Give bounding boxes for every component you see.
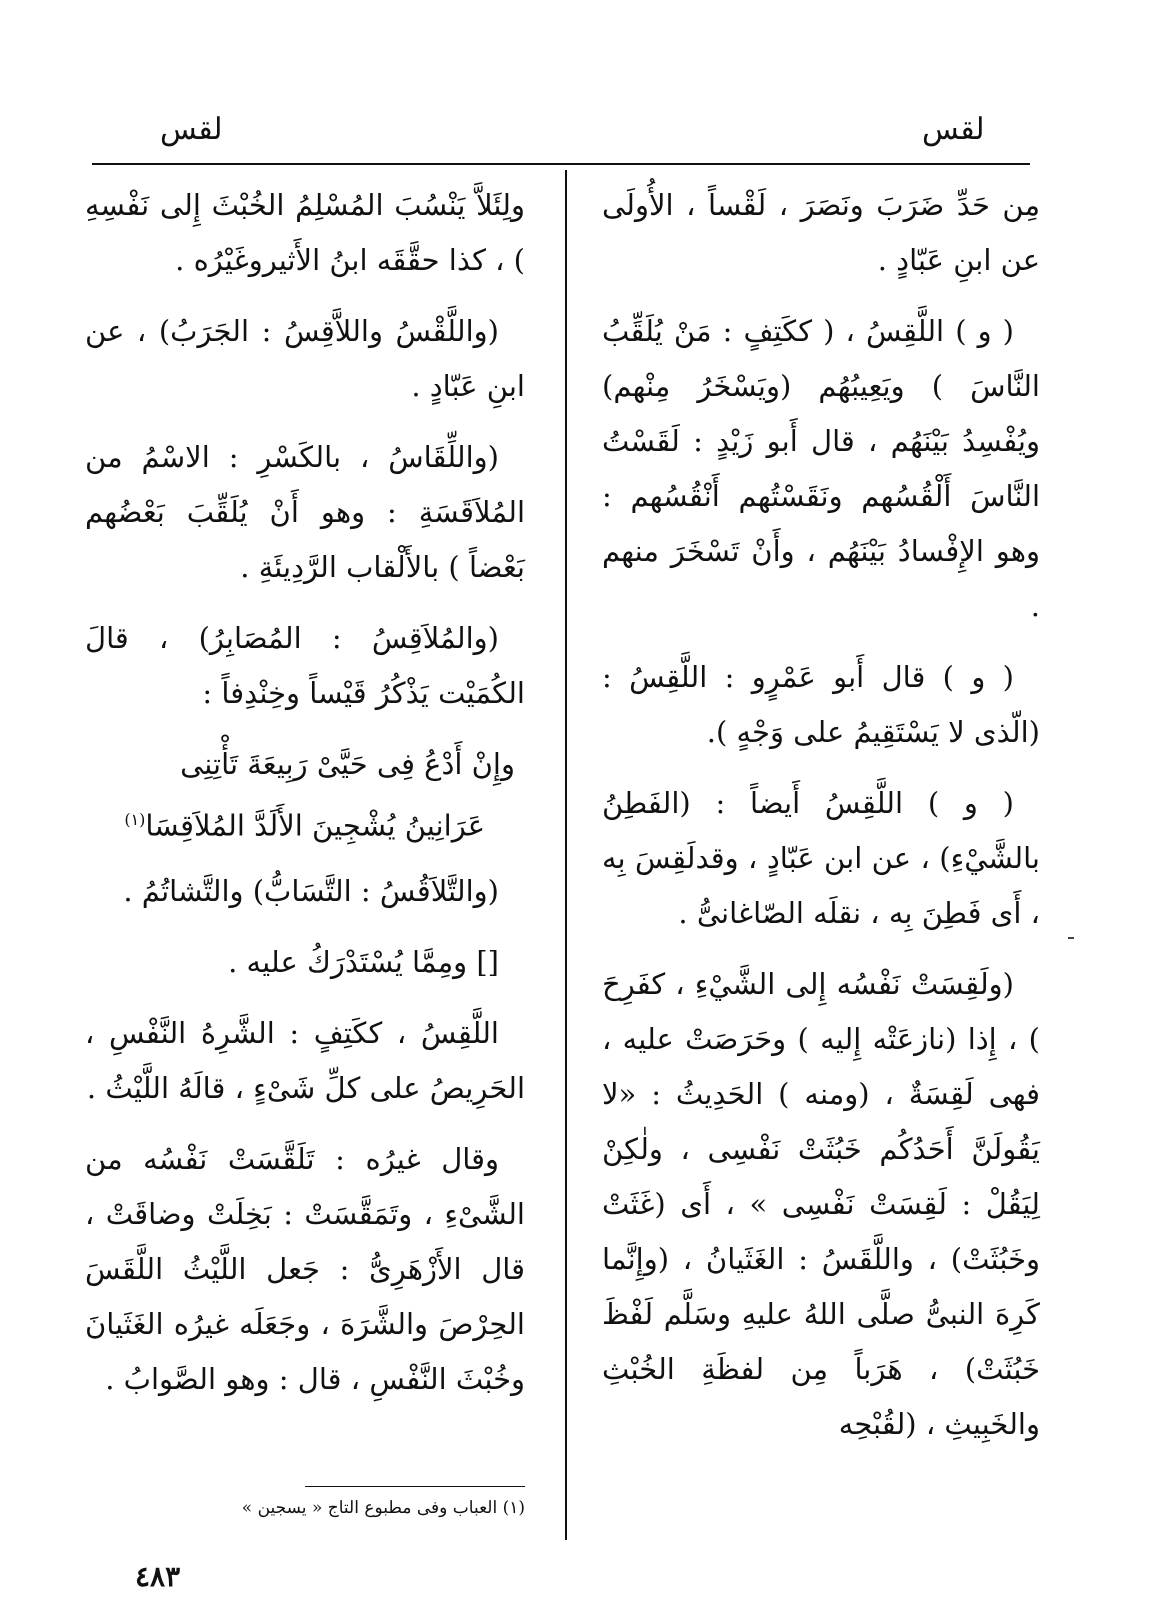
- footnote: (١) العباب وفى مطبوع التاج « يسجين »: [241, 1498, 525, 1518]
- entry-paragraph: مِن حَدِّ ضَرَبَ ونَصَرَ ، لَقْساً ، الأُولَى عن ابنِ عَبّادٍ .: [602, 188, 1040, 277]
- left-column: [85, 178, 525, 1423]
- entry-paragraph: ولِئَلاَّ يَنْسُبَ المُسْلِمُ الخُبْثَ إِلى نَفْسِهِ ) ، كذا حقَّقَه ابنُ الأَثيروغَيْرُه .: [85, 188, 525, 277]
- verse-line-first: وإِنْ أَدْعُ فِى حَيَّىْ رَبِيعَةَ تَأْتِنِى: [180, 747, 515, 781]
- entry-paragraph: (واللِّقَاسُ ، بالكَسْرِ : الاسْمُ من المُلاَقَسَةِ : وهو أَنْ يُلَقِّبَ بَعْضُهم بَعْضاً ) بالأَلْقاب الرَّدِيئَةِ .: [85, 440, 525, 584]
- entry-paragraph: اللَّقِسُ ، ككَتِفٍ : الشَّرِهُ النَّفْسِ ، الحَرِيصُ على كلِّ شَىْءٍ ، قالَهُ اللَّيْثُ .: [85, 1015, 525, 1105]
- verse-line-second: [85, 792, 515, 854]
- entry-paragraph: ( و ) قال أَبو عَمْرٍو : اللَّقِسُ : (الّذى لا يَسْتَقِيمُ على وَجْهٍ ).: [602, 660, 1040, 749]
- supplement-heading: [] ومِمَّا يُسْتَدْرَكُ عليه .: [228, 944, 499, 979]
- entry-paragraph: (ولَقِسَتْ نَفْسُه إِلى الشَّيْءِ ، كفَرِحَ ) ، إِذا (نازعَتْه إِليه ) وحَرَصَتْ عليه ، فهى لَقِسَةٌ ، (ومنه ) الحَدِيثُ : «لا يَقُولَنَّ أَحَدُكُم خَبُثَتْ نَفْسِى ، ولٰكِنْ لِيَقُلْ : لَقِسَتْ نَفْسِى » ، أَى (غَثَتْ وخَبُثَتْ) ، واللَّقَسُ : الغَثَيانُ ، (وإِنَّما كَرِهَ النبىُّ صلَّى اللهُ عليهِ وسَلَّم لَفْظَ خَبُثَتْ) ، هَرَباً مِن لفظَةِ الخُبْثِ والخَبِيثِ ، (لقُبْحِه: [602, 967, 1040, 1441]
- entry-paragraph: ( و ) اللَّقِسُ ، ( ككَتِفٍ : مَنْ يُلَقِّبُ النَّاسَ ) ويَعِيبُهُم (ويَسْخَرُ مِنْهم) ويُفْسِدُ بَيْنَهُم ، قال أَبو زَيْدٍ : لَقَسْتُ النَّاسَ أَلْقُسُهم ونَقَسْتُهم أَنْقُسُهم : وهو الإِفْسادُ بَيْنَهُم ، وأَنْ تَسْخَرَ منهم .: [602, 314, 1040, 623]
- header-rule: [92, 163, 1030, 165]
- running-head-right: لقس: [922, 112, 985, 147]
- entry-paragraph: ( و ) اللَّقِسُ أَيضاً : (الفَطِنُ بالشَّيْءِ) ، عن ابن عَبّادٍ ، وقدلَقِسَ بِه ، أَى فَطِنَ بِه ، نقلَه الصّاغانىُّ .: [602, 786, 1040, 930]
- verse-line-second-text: عَرَانِينُ يُشْجِينَ الأَلَدَّ المُلاَقِسَا: [145, 808, 485, 843]
- footnote-rule: [305, 1486, 525, 1487]
- entry-paragraph: وقال غيرُه : تَلَقَّسَتْ نَفْسُه من الشَّىْءِ ، وتَمَقَّسَتْ : بَخِلَتْ وضاقَتْ ، قال الأَزْهَرِىُّ : جَعل اللَّيْثُ اللَّقَسَ الحِرْصَ والشَّرَهَ ، وجَعَلَه غيرُه الغَثَيانَ وخُبْثَ النَّفْسِ ، قال : وهو الصَّوابُ .: [85, 1141, 525, 1396]
- footnote-marker: (١): [124, 810, 146, 829]
- right-column: [602, 178, 1040, 1468]
- entry-paragraph: (واللَّقْسُ واللاَّقِسُ : الجَرَبُ) ، عن ابنِ عَبّادٍ .: [85, 314, 525, 403]
- entry-paragraph: (والمُلاَقِسُ : المُصَابِرُ) ، قالَ الكُمَيْت يَذْكُرُ قَيْساً وخِنْدِفاً :: [85, 621, 525, 710]
- poetry-verse: [85, 737, 525, 854]
- margin-mark: [1068, 937, 1074, 939]
- running-head-left: لقس: [160, 112, 223, 147]
- entry-paragraph: (والتَّلاَقُسُ : التَّسَابُّ) والتَّشاتُمُ .: [123, 873, 499, 908]
- page-number: ٤٨٣: [135, 1560, 181, 1593]
- column-divider: [565, 170, 567, 1540]
